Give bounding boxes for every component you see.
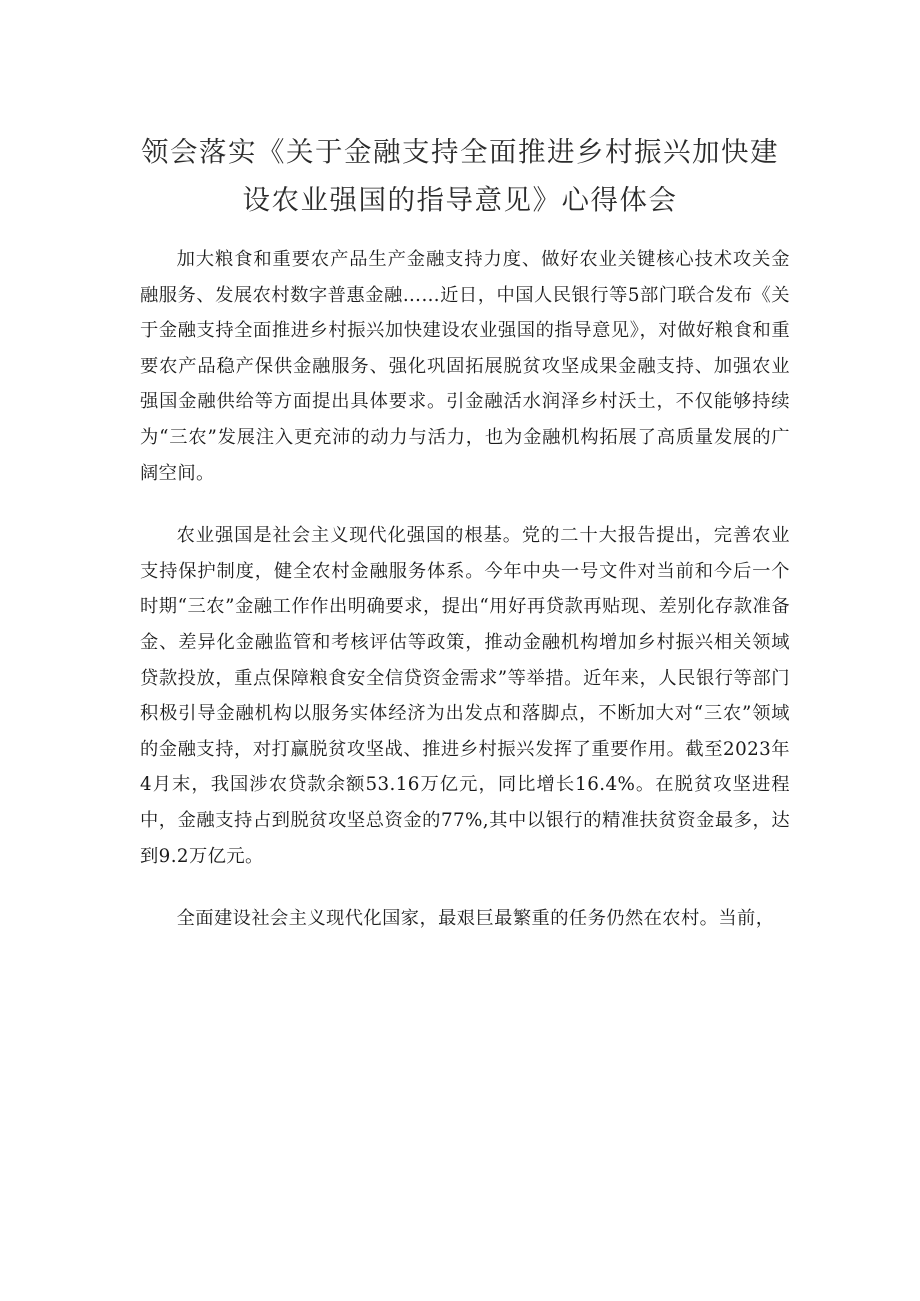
document-body bbox=[140, 242, 790, 937]
document-title bbox=[100, 128, 820, 224]
paragraph-1: 加大粮食和重要农产品生产金融支持力度、做好农业关键核心技术攻关金融服务、发展农村数字普惠金融……近日，中国人民银行等5部门联合发布《关于金融支持全面推进乡村振兴加快建设农业强国的指导意见》，对做好粮食和重要农产品稳产保供金融服务、强化巩固拓展脱贫攻坚成果金融支持、加强农业强国金融供给等方面提出具体要求。引金融活水润泽乡村沃土，不仅能够持续为“三农”发展注入更充沛的动力与活力，也为金融机构拓展了高质量发展的广阔空间。 bbox=[140, 249, 790, 484]
paragraph-3: 全面建设社会主义现代化国家，最艰巨最繁重的任务仍然在农村。当前， bbox=[176, 908, 775, 930]
title-line-2: 设农业强国的指导意见》心得体会 bbox=[242, 184, 678, 216]
title-line-1: 领会落实《关于金融支持全面推进乡村振兴加快建 bbox=[141, 136, 779, 168]
paragraph-2: 农业强国是社会主义现代化强国的根基。党的二十大报告提出，完善农业支持保护制度，健全农村金融服务体系。今年中央一号文件对当前和今后一个时期“三农”金融工作作出明确要求，提出“用好再贷款再贴现、差别化存款准备金、差异化金融监管和考核评估等政策，推动金融机构增加乡村振兴相关领域贷款投放，重点保障粮食安全信贷资金需求”等举措。近年来，人民银行等部门积极引导金融机构以服务实体经济为出发点和落脚点，不断加大对“三农”领域的金融支持，对打赢脱贫攻坚战、推进乡村振兴发挥了重要作用。截至2023年4月末，我国涉农贷款余额53.16万亿元，同比增长16.4%。在脱贫攻坚进程中，金融支持占到脱贫攻坚总资金的77%,其中以银行的精准扶贫资金最多，达到9.2万亿元。 bbox=[140, 525, 790, 867]
